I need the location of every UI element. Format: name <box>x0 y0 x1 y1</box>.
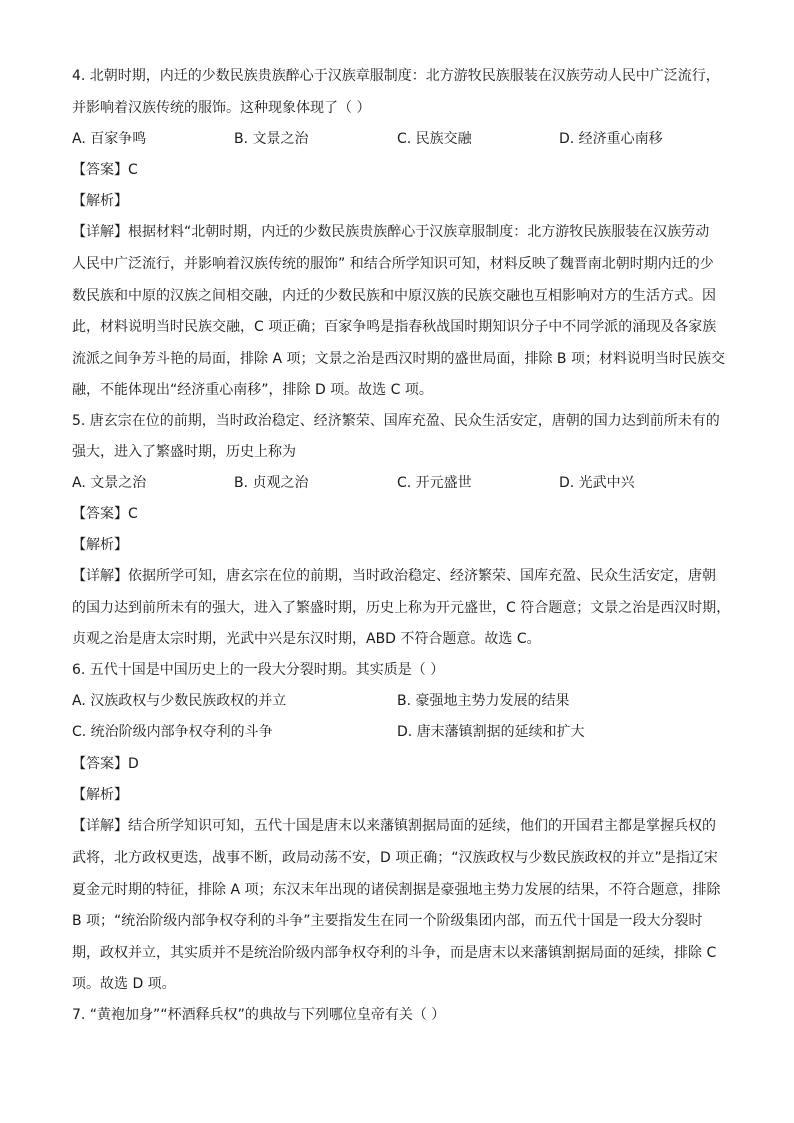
q6-detail-line: 夏金元时期的特征，排除 A 项；东汉末年出现的诸侯割据是豪强地主势力发展的结果，不符合题意，排除 <box>72 882 721 898</box>
q5-detail-line: 【详解】依据所学可知，唐玄宗在位的前期，当时政治稳定、经济繁荣、国库充盈、民众生活安定，唐朝 <box>72 568 716 584</box>
q7-stem: 7. “黄袍加身”“杯酒释兵权”的典故与下列哪位皇帝有关（ ） <box>72 1007 446 1023</box>
q4-option-b: B. 文景之治 <box>234 131 309 147</box>
q6-option-b: B. 豪强地主势力发展的结果 <box>397 693 570 709</box>
q4-answer: 【答案】C <box>72 162 138 178</box>
q4-stem-line1: 4. 北朝时期，内迁的少数民族贵族醉心于汉族章服制度：北方游牧民族服装在汉族劳动人民中广泛流行， <box>72 68 720 84</box>
q4-analysis-label: 【解析】 <box>72 193 128 209</box>
q6-stem: 6. 五代十国是中国历史上的一段大分裂时期。其实质是（ ） <box>72 662 445 678</box>
q6-detail-line: 项。故选 D 项。 <box>72 976 176 992</box>
q5-detail-line: 的国力达到前所未有的强大，进入了繁盛时期，历史上称为开元盛世，C 符合题意；文景之治是西汉时期， <box>72 600 731 616</box>
q5-option-c: C. 开元盛世 <box>397 475 472 491</box>
q4-detail-line: 人民中广泛流行，并影响着汉族传统的服饰” 和结合所学知识可知，材料反映了魏晋南北朝时期内迁的少 <box>72 256 714 272</box>
q6-option-d: D. 唐末藩镇割据的延续和扩大 <box>397 724 585 740</box>
q4-detail-line: 流派之间争芳斗艳的局面，排除 A 项；文景之治是西汉时期的盛世局面，排除 B 项；材料说明当时民族交 <box>72 351 725 367</box>
q5-detail-line: 贞观之治是唐太宗时期，光武中兴是东汉时期，ABD 不符合题意。故选 C。 <box>72 631 541 647</box>
q6-detail-line: B 项；“统治阶级内部争权夺利的斗争”主要指发生在同一个阶级集团内部，而五代十国是一段大分裂时 <box>72 913 703 929</box>
q6-option-c: C. 统治阶级内部争权夺利的斗争 <box>72 724 273 740</box>
q6-option-a: A. 汉族政权与少数民族政权的并立 <box>72 693 287 709</box>
q5-answer: 【答案】C <box>72 506 138 522</box>
q5-option-d: D. 光武中兴 <box>559 475 635 491</box>
q6-detail-line: 武将，北方政权更迭，战事不断，政局动荡不安，D 项正确；“汉族政权与少数民族政权的并立”是指辽宋 <box>72 850 718 866</box>
q6-detail-line: 期，政权并立，其实质并不是统治阶级内部争权夺利的斗争，而是唐末以来藩镇割据局面的延续，排除 C <box>72 945 717 961</box>
q5-option-a: A. 文景之治 <box>72 475 147 491</box>
q6-analysis-label: 【解析】 <box>72 787 128 803</box>
q5-analysis-label: 【解析】 <box>72 537 128 553</box>
q5-stem-line1: 5. 唐玄宗在位的前期，当时政治稳定、经济繁荣、国库充盈、民众生活安定，唐朝的国力达到前所未有的 <box>72 413 720 429</box>
q4-option-d: D. 经济重心南移 <box>559 131 663 147</box>
q4-option-a: A. 百家争鸣 <box>72 131 147 147</box>
q6-detail-line: 【详解】结合所学知识可知，五代十国是唐末以来藩镇割据局面的延续，他们的开国君主都是掌握兵权的 <box>72 818 716 834</box>
q4-detail-line: 融，不能体现出“经济重心南移”，排除 D 项。故选 C 项。 <box>72 382 433 398</box>
q4-detail-line: 此，材料说明当时民族交融，C 项正确；百家争鸣是指春秋战国时期知识分子中不同学派的涌现及各家族 <box>72 319 717 335</box>
q4-option-c: C. 民族交融 <box>397 131 472 147</box>
q5-option-b: B. 贞观之治 <box>234 475 309 491</box>
q4-detail-line: 【详解】根据材料“北朝时期，内迁的少数民族贵族醉心于汉族章服制度：北方游牧民族服装在汉族劳动 <box>72 224 710 240</box>
q6-answer: 【答案】D <box>72 756 139 772</box>
q5-stem-line2: 强大，进入了繁盛时期，历史上称为 <box>72 444 296 460</box>
q4-detail-line: 数民族和中原的汉族之间相交融，内迁的少数民族和中原汉族的民族交融也互相影响对方的生活方式。因 <box>72 288 716 304</box>
q4-stem-line2: 并影响着汉族传统的服饰。这种现象体现了（ ） <box>72 100 371 116</box>
